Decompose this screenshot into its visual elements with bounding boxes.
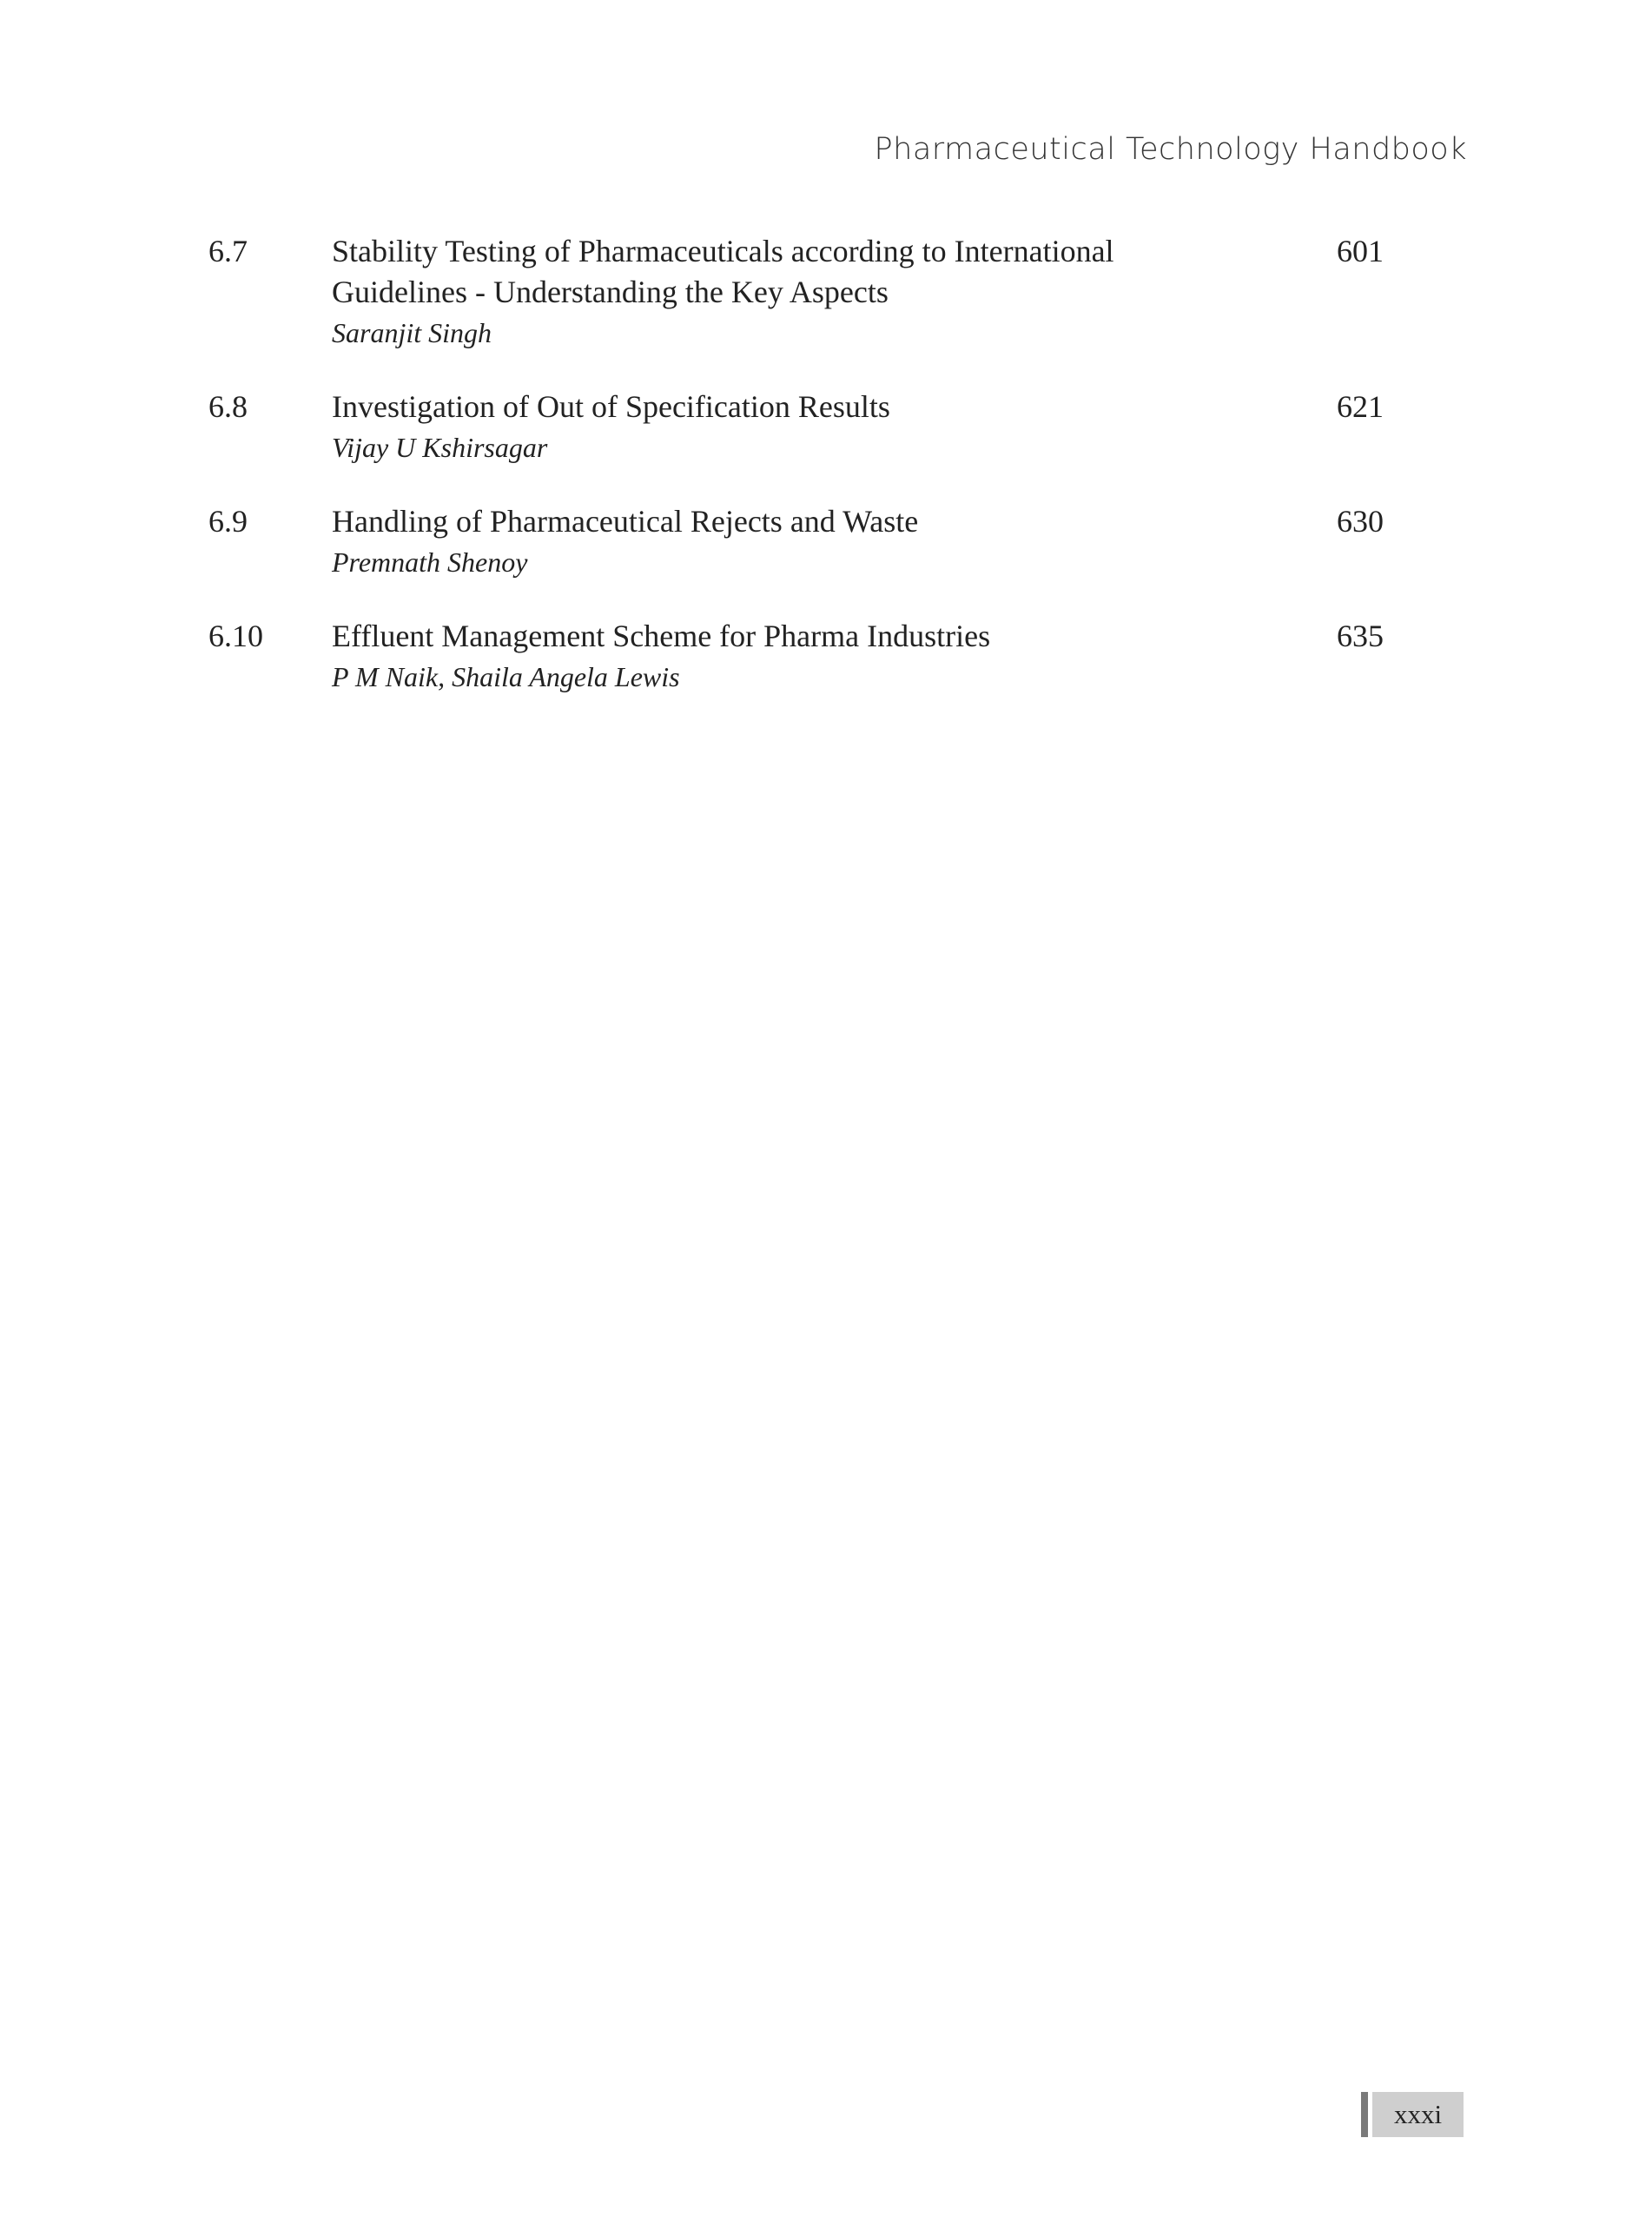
toc-entry-title-line: Guidelines - Understanding the Key Aspects xyxy=(332,275,889,309)
toc-entry-page: 630 xyxy=(1337,504,1384,539)
toc-entry-number: 6.7 xyxy=(208,234,248,268)
table-of-contents xyxy=(208,231,1442,731)
toc-entry-title-line: Effluent Management Scheme for Pharma Industries xyxy=(332,619,991,653)
toc-entry-authors: Vijay U Kshirsagar xyxy=(332,432,548,463)
toc-entry xyxy=(208,501,1442,583)
toc-entry-number: 6.8 xyxy=(208,389,248,424)
toc-entry-authors: P M Naik, Shaila Angela Lewis xyxy=(332,661,680,692)
toc-entry-title-line: Investigation of Out of Specification Results xyxy=(332,389,890,424)
toc-entry-title-line: Stability Testing of Pharmaceuticals according to International xyxy=(332,234,1114,268)
toc-entry-body xyxy=(332,387,1339,468)
toc-entry-page: 635 xyxy=(1337,619,1384,653)
folio-accent-bar xyxy=(1361,2092,1368,2137)
toc-entry-number: 6.10 xyxy=(208,619,263,653)
toc-entry-body xyxy=(332,231,1339,354)
toc-entry-body xyxy=(332,501,1339,583)
toc-entry-page: 601 xyxy=(1337,234,1384,268)
toc-entry-title-line: Handling of Pharmaceutical Rejects and Waste xyxy=(332,504,919,539)
page-number: xxxi xyxy=(1372,2092,1464,2137)
toc-entry-body xyxy=(332,616,1339,698)
running-header: Pharmaceutical Technology Handbook xyxy=(874,132,1467,167)
toc-entry-authors: Saranjit Singh xyxy=(332,317,492,348)
toc-entry xyxy=(208,387,1442,468)
toc-entry-number: 6.9 xyxy=(208,504,248,539)
toc-entry xyxy=(208,231,1442,354)
toc-entry-authors: Premnath Shenoy xyxy=(332,546,528,578)
page-folio xyxy=(1361,2092,1464,2137)
toc-entry xyxy=(208,616,1442,698)
toc-entry-page: 621 xyxy=(1337,389,1384,424)
